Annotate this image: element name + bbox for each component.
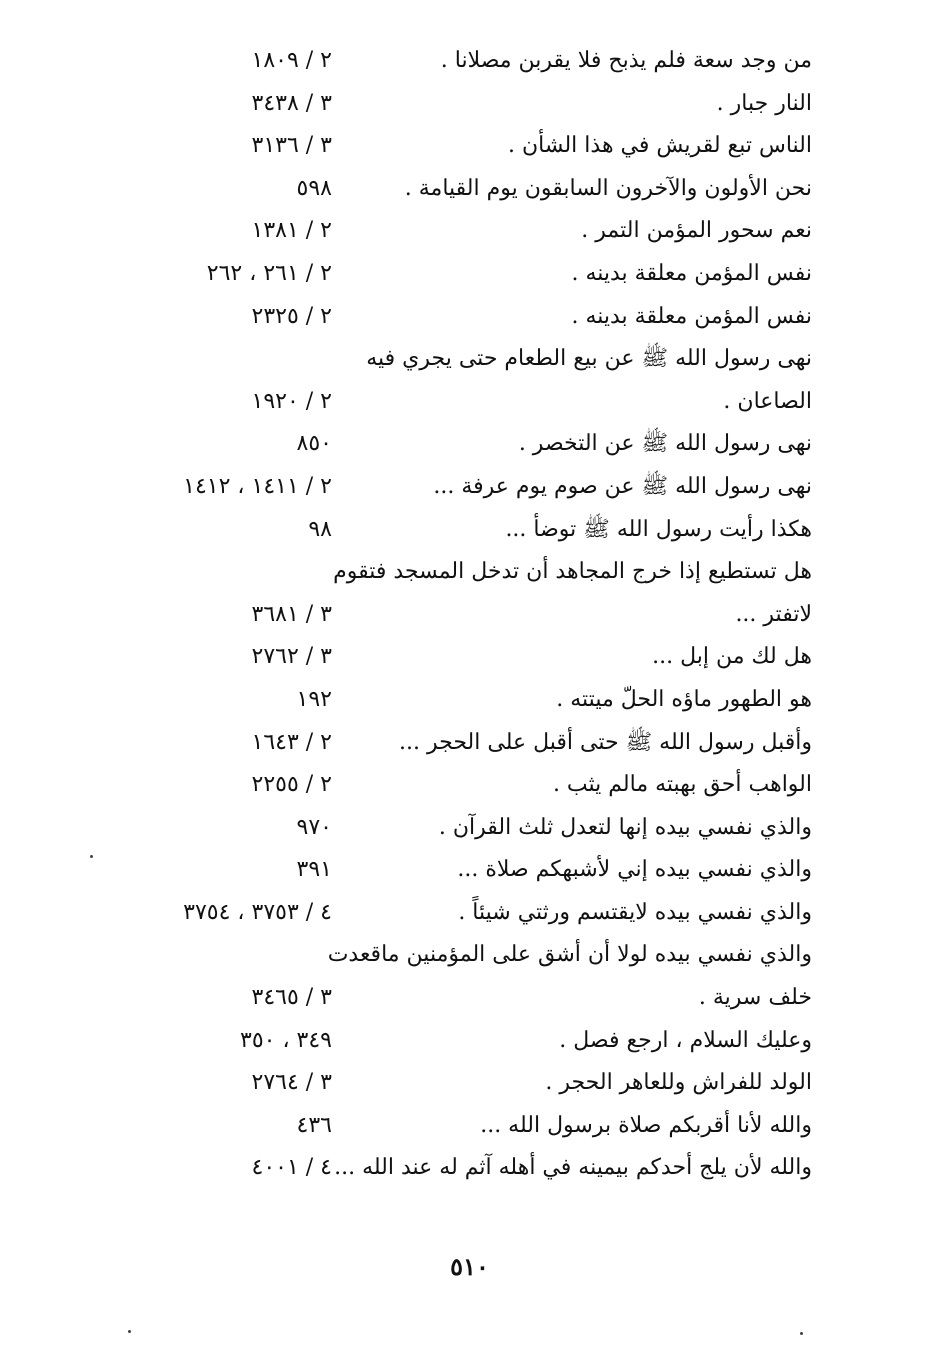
index-entry	[100, 210, 812, 253]
index-entry	[100, 253, 812, 296]
index-entry	[100, 594, 812, 637]
hadith-text: من وجد سعة فلم يذبح فلا يقربن مصلانا .	[440, 48, 812, 73]
index-entry	[100, 679, 812, 722]
hadith-text: نعم سحور المؤمن التمر .	[581, 218, 812, 244]
hadith-reference: ٩٨	[308, 516, 332, 542]
hadith-text: والذي نفسي بيده إنها لتعدل ثلث القرآن .	[438, 814, 812, 840]
hadith-reference: ٣ / ٢٧٦٤	[251, 1070, 332, 1096]
hadith-text: نفس المؤمن معلقة بدينه .	[571, 260, 812, 286]
index-entry	[100, 125, 812, 168]
hadith-reference: ١٩٢	[296, 686, 332, 712]
hadith-text: نفس المؤمن معلقة بدينه .	[571, 303, 812, 329]
hadith-text: النار جبار .	[716, 90, 812, 116]
index-entry	[100, 1147, 812, 1190]
index-entry	[100, 1105, 812, 1148]
hadith-text: والله لأن يلج أحدكم بيمينه في أهله آثم له عند الله ...	[334, 1155, 812, 1181]
hadith-text: هل تستطيع إذا خرج المجاهد أن تدخل المسجد فتقوم	[333, 559, 812, 585]
hadith-reference: ٢ / ٢٣٢٥	[251, 303, 332, 329]
hadith-reference: ٤ / ٤٠٠١	[251, 1155, 332, 1181]
hadith-reference: ٢ / ١٩٢٠	[251, 388, 332, 414]
hadith-reference: ٣ / ٣٦٨١	[251, 601, 332, 627]
index-entry	[100, 338, 812, 381]
hadith-reference: ٥٩٨	[296, 175, 332, 201]
hadith-text: الولد للفراش وللعاهر الحجر .	[545, 1070, 812, 1096]
hadith-reference: ٢ / ١٨٠٩	[251, 48, 332, 73]
index-entry	[100, 892, 812, 935]
index-entry	[100, 83, 812, 126]
hadith-reference: ٢ / ١٦٤٣	[251, 729, 332, 755]
hadith-text: الناس تبع لقريش في هذا الشأن .	[508, 133, 812, 159]
page-number: ٥١٠	[450, 1252, 489, 1281]
hadith-text: نهى رسول الله ﷺ عن صوم يوم عرفة ...	[433, 473, 812, 499]
index-entry	[100, 934, 812, 977]
index-entry	[100, 849, 812, 892]
hadith-text: وأقبل رسول الله ﷺ حتى أقبل على الحجر ...	[399, 729, 812, 755]
hadith-text: خلف سرية .	[698, 985, 812, 1011]
hadith-text: الصاعان .	[723, 388, 812, 414]
hadith-reference: ٣ / ٢٧٦٢	[251, 644, 332, 670]
index-entry	[100, 551, 812, 594]
hadith-reference: ٣٩١	[296, 857, 332, 883]
hadith-reference: ٤٣٦	[296, 1112, 332, 1138]
hadith-reference: ٣ / ٣١٣٦	[251, 133, 332, 159]
hadith-reference: ٨٥٠	[296, 431, 332, 457]
hadith-reference: ٣٤٩ ، ٣٥٠	[240, 1027, 332, 1053]
hadith-reference: ٢ / ١٣٨١	[251, 218, 332, 244]
index-entry	[100, 1062, 812, 1105]
scan-speck	[90, 855, 93, 858]
hadith-text: والله لأنا أقربكم صلاة برسول الله ...	[480, 1112, 812, 1138]
index-entry	[100, 1020, 812, 1063]
index-entry	[100, 423, 812, 466]
hadith-text: والذي نفسي بيده لولا أن أشق على المؤمنين ماقعدت	[327, 942, 812, 968]
hadith-text: نهى رسول الله ﷺ عن بيع الطعام حتى يجري فيه	[366, 346, 812, 372]
hadith-text: وعليك السلام ، ارجع فصل .	[559, 1027, 812, 1053]
index-entry	[100, 168, 812, 211]
hadith-reference: ٣ / ٣٤٦٥	[251, 985, 332, 1011]
hadith-text: لاتفتر ...	[735, 601, 812, 627]
hadith-reference: ٢ / ١٤١١ ، ١٤١٢	[183, 473, 332, 499]
index-entry	[100, 509, 812, 552]
index-entry	[100, 977, 812, 1020]
hadith-reference: ٩٧٠	[296, 814, 332, 840]
hadith-reference: ٢ / ٢٢٥٥	[251, 772, 332, 798]
hadith-text: نحن الأولون والآخرون السابقون يوم القيامة .	[404, 175, 812, 201]
hadith-reference: ٢ / ٢٦١ ، ٢٦٢	[206, 260, 332, 286]
hadith-text: هو الطهور ماؤه الحلّ ميتته .	[556, 686, 812, 712]
index-entry	[100, 40, 812, 83]
index-entry	[100, 381, 812, 424]
hadith-text: الواهب أحق بهبته مالم يثب .	[552, 772, 812, 798]
hadith-text: هكذا رأيت رسول الله ﷺ توضأ ...	[505, 516, 812, 542]
hadith-reference: ٣ / ٣٤٣٨	[251, 90, 332, 116]
hadith-text: هل لك من إبل ...	[652, 644, 812, 670]
index-entry	[100, 466, 812, 509]
index-entry	[100, 722, 812, 765]
index-entry	[100, 636, 812, 679]
hadith-text: نهى رسول الله ﷺ عن التخصر .	[518, 431, 812, 457]
hadith-text: والذي نفسي بيده لايقتسم ورثتي شيئاً .	[458, 899, 812, 925]
scan-speck	[128, 1330, 131, 1333]
hadith-text: والذي نفسي بيده إني لأشبهكم صلاة ...	[457, 857, 812, 883]
index-entry	[100, 296, 812, 339]
scan-speck	[800, 1332, 803, 1335]
index-entry	[100, 764, 812, 807]
hadith-index-list	[100, 40, 812, 1190]
index-entry	[100, 807, 812, 850]
hadith-reference: ٤ / ٣٧٥٣ ، ٣٧٥٤	[183, 899, 332, 925]
